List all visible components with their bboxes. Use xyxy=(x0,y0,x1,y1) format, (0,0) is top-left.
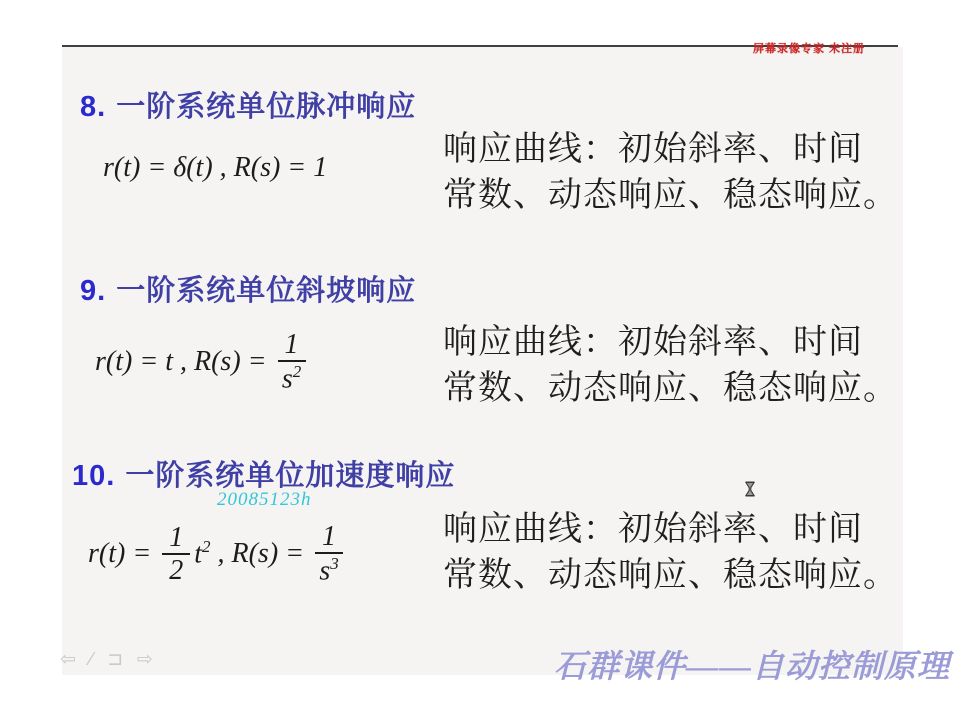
item-10-desc-line2: 常数、动态响应、稳态响应。 xyxy=(443,557,898,594)
formula-9-fraction xyxy=(278,330,306,394)
prev-slide-icon[interactable]: ⇦ xyxy=(60,649,76,670)
formula-9-numerator: 1 xyxy=(278,330,306,362)
item-10-number: 10. xyxy=(72,460,116,492)
formula-10-fraction-s3: $\frac{1}{s^3}$ xyxy=(315,522,343,586)
screen-recorder-watermark: 屏幕录像专家 未注册 xyxy=(753,43,866,55)
item-8-formula xyxy=(103,152,327,184)
next-slide-icon[interactable]: ⇨ xyxy=(137,649,153,670)
courseware-footer-caption: 石群课件——自动控制原理 xyxy=(554,648,951,684)
formula-10-R-prefix: R(s) = xyxy=(231,538,312,569)
user-id-watermark: 20085123h xyxy=(217,489,312,510)
item-9-title: 一阶系统单位斜坡响应 xyxy=(116,275,417,307)
slideshow-menu-icon[interactable]: ⊐ xyxy=(107,649,124,670)
item-8-heading xyxy=(80,84,416,125)
formula-10-t-squared: $t^2$ xyxy=(194,537,211,570)
item-10-heading xyxy=(72,453,455,494)
item-9-desc-line1: 响应曲线：初始斜率、时间 xyxy=(443,324,863,361)
item-8-description xyxy=(443,127,908,219)
formula-9-left: r(t) = t , R(s) = xyxy=(95,346,274,377)
item-8-desc-line2: 常数、动态响应、稳态响应。 xyxy=(443,177,898,214)
formula-10-fraction-half: $\frac{1}{2}$ xyxy=(162,523,190,586)
item-10-description xyxy=(443,507,908,599)
hourglass-cursor-icon xyxy=(744,481,756,497)
item-9-description xyxy=(443,320,908,412)
pen-tool-icon[interactable]: ∕ xyxy=(89,649,94,670)
item-10-desc-line1: 响应曲线：初始斜率、时间 xyxy=(443,511,863,548)
item-8-title: 一阶系统单位脉冲响应 xyxy=(116,91,417,123)
item-8-desc-line1: 响应曲线：初始斜率、时间 xyxy=(443,131,863,168)
formula-10-r-prefix: r(t) = xyxy=(88,538,159,569)
item-9-desc-line2: 常数、动态响应、稳态响应。 xyxy=(443,370,898,407)
formula-10-comma: , xyxy=(210,538,232,569)
formula-8-text: r(t) = δ(t) , R(s) = 1 xyxy=(103,152,328,183)
item-8-number: 8. xyxy=(80,91,107,123)
item-10-formula xyxy=(88,512,347,596)
formula-10-denominator: $s^3$ xyxy=(319,554,339,587)
item-9-formula xyxy=(95,326,310,398)
item-10-title: 一阶系统单位加速度响应 xyxy=(125,460,456,492)
item-9-heading xyxy=(80,268,416,309)
formula-9-denominator: $s^2$ xyxy=(281,362,302,395)
slideshow-nav-bar xyxy=(60,649,153,671)
item-9-number: 9. xyxy=(80,275,107,307)
